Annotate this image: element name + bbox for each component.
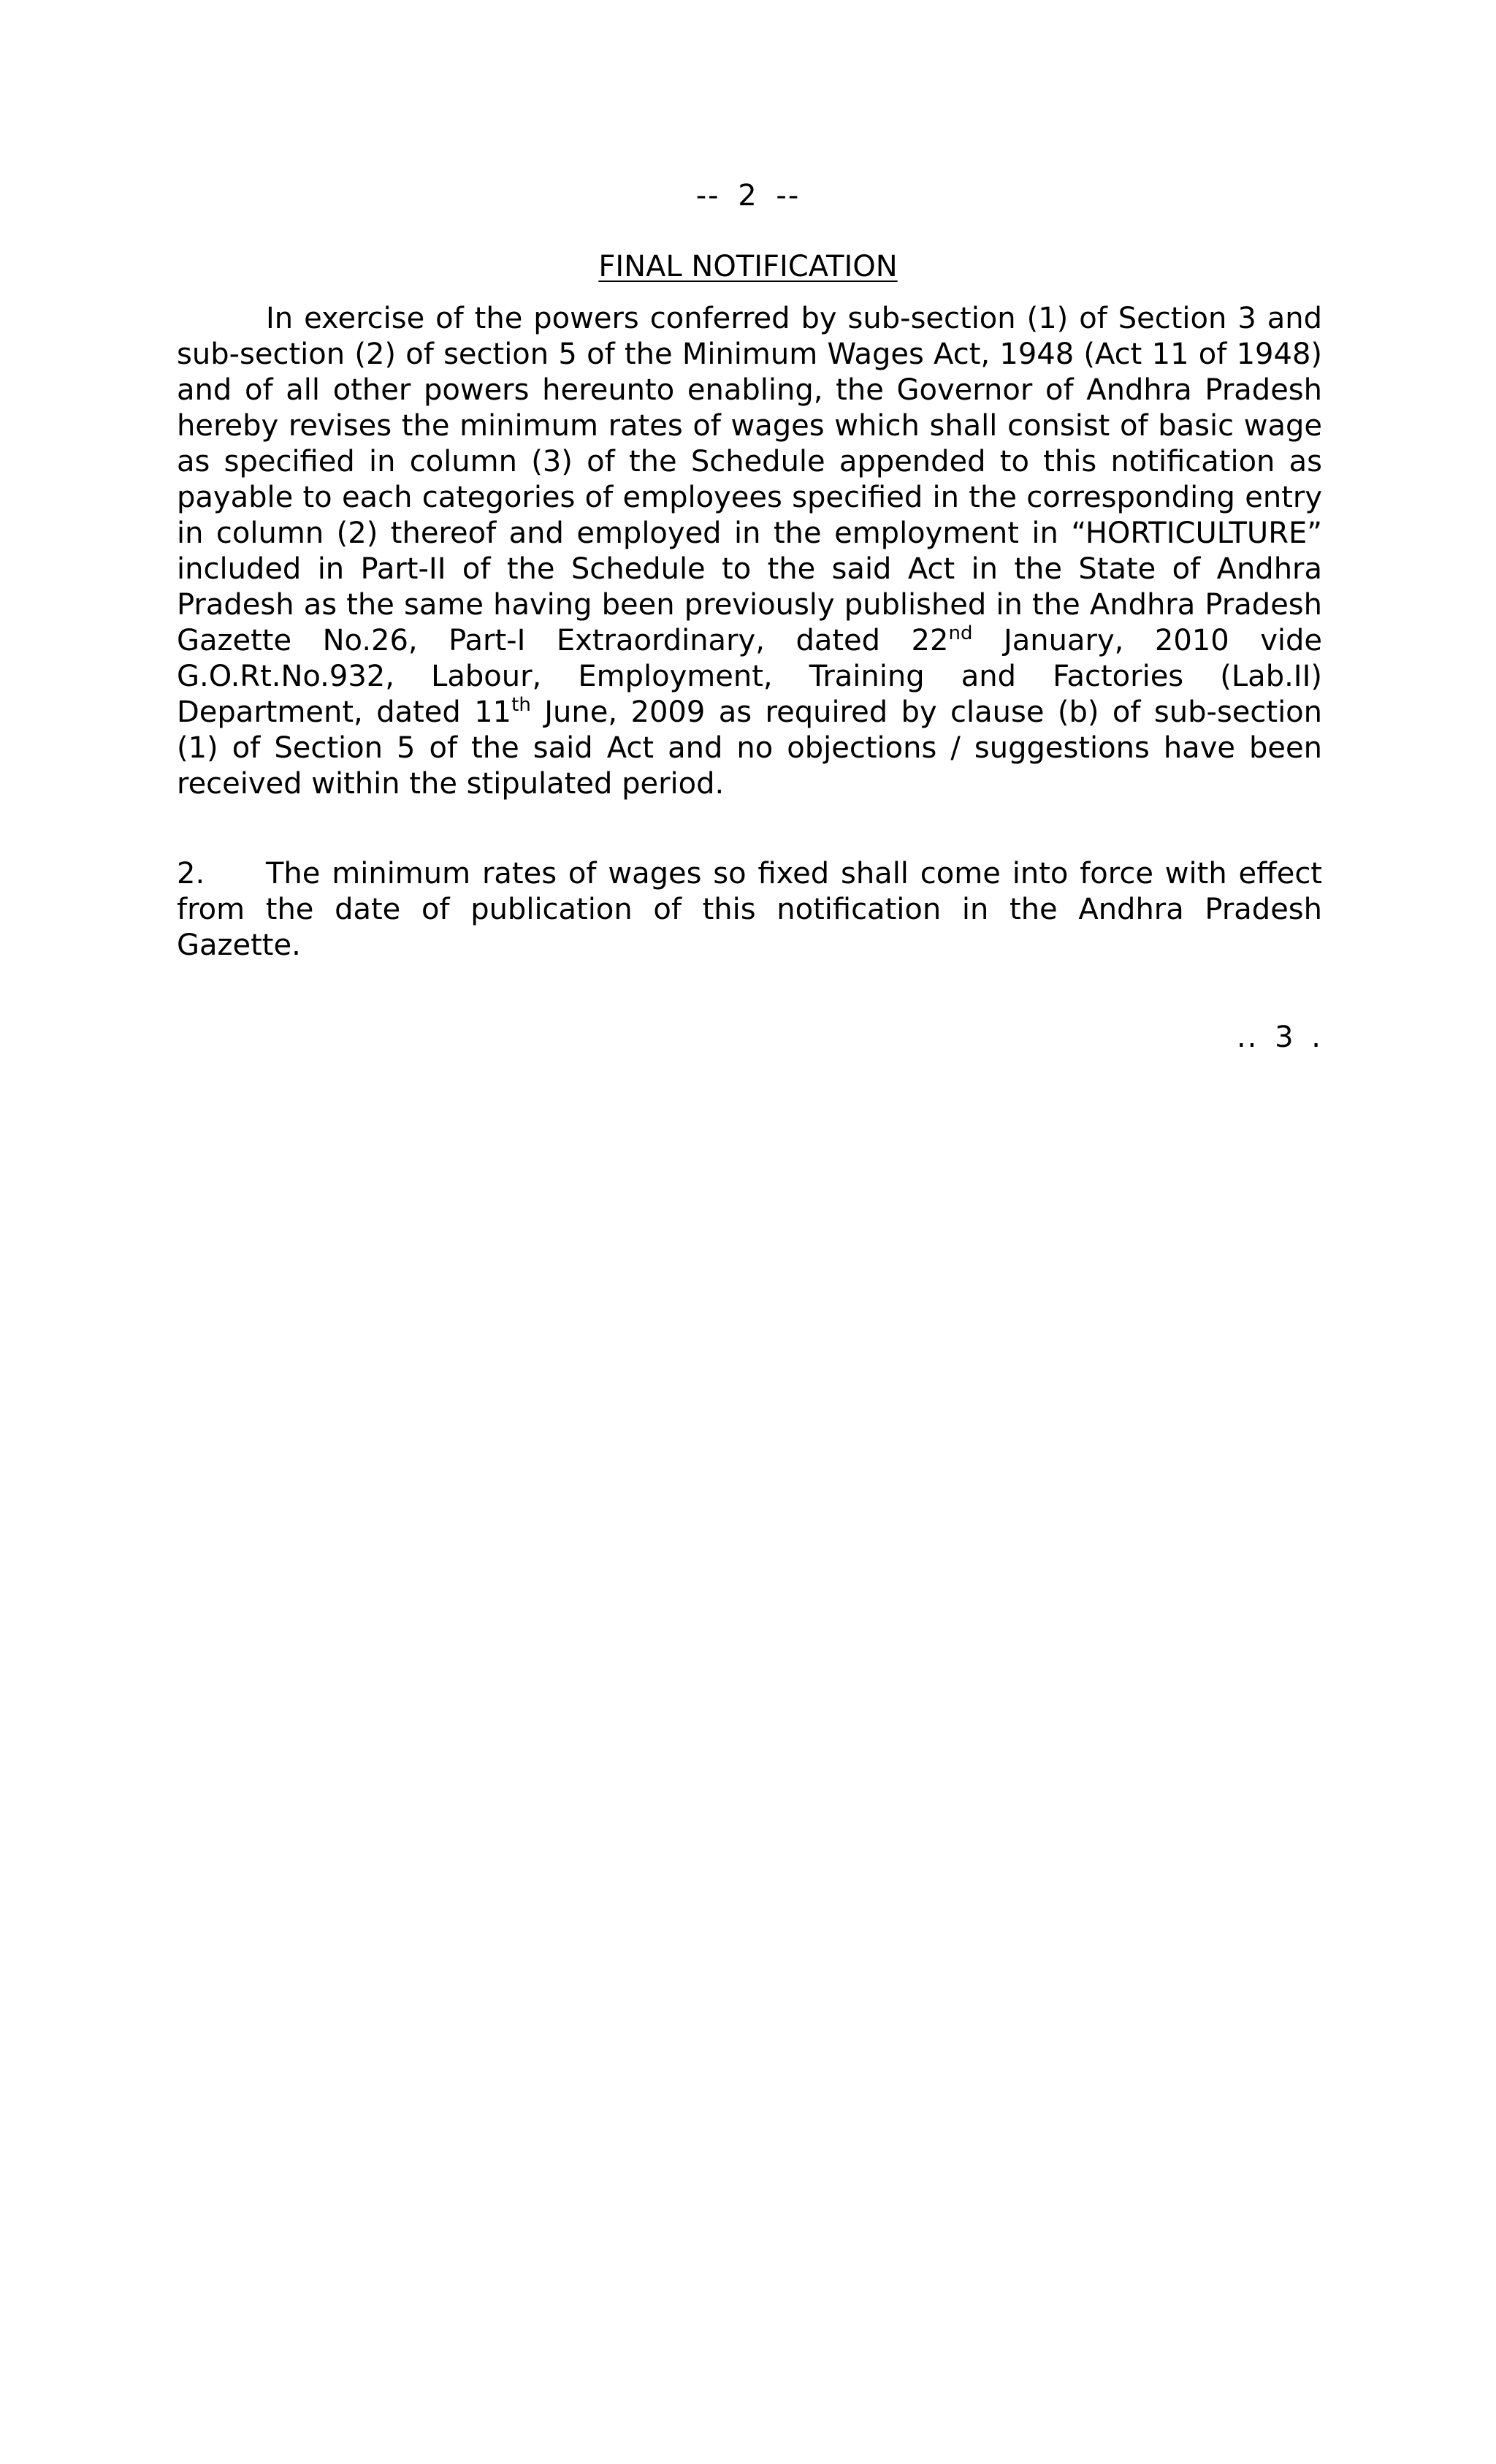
continuation-marker: .. 3 . <box>1236 1021 1322 1054</box>
paragraph-1 <box>177 301 1322 802</box>
paragraph-1-text-part-3: June, 2009 as required by clause (b) of sub-section (1) of Section 5 of the said Act and no objections / suggestions have been received within the stipulated period. <box>177 695 1322 801</box>
ordinal-suffix-nd: nd <box>948 622 973 644</box>
paragraph-1-text-part-2: January, 2010 vide G.O.Rt.No.932, Labour, Employment, Training and Factories (Lab.II) Department, dated 11 <box>177 624 1322 729</box>
paragraph-2-text: The minimum rates of wages so fixed shall come into force with effect from the date of publication of this notification in the Andhra Pradesh Gazette. <box>177 857 1322 962</box>
paragraph-1-text-part-1: In exercise of the powers conferred by sub-section (1) of Section 3 and sub-section (2) of section 5 of the Minimum Wages Act, 1948 (Act 11 of 1948) and of all other powers hereunto enabling, the Governor of Andhra Pradesh hereby revises the minimum rates of wages which shall consist of basic wage as specified in column (3) of the Schedule appended to this notification as payable to each categories of employees specified in the corresponding entry in column (2) thereof and employed in the employment in “HORTICULTURE” included in Part-II of the Schedule to the said Act in the State of Andhra Pradesh as the same having been previously published in the Andhra Pradesh Gazette No.26, Part-I Extraordinary, dated 22 <box>177 302 1322 657</box>
page-number: -- 2 -- <box>695 179 801 213</box>
paragraph-2-number: 2. <box>177 857 205 890</box>
notification-title: FINAL NOTIFICATION <box>598 250 898 283</box>
paragraph-2 <box>177 856 1322 964</box>
ordinal-suffix-th: th <box>511 694 531 716</box>
